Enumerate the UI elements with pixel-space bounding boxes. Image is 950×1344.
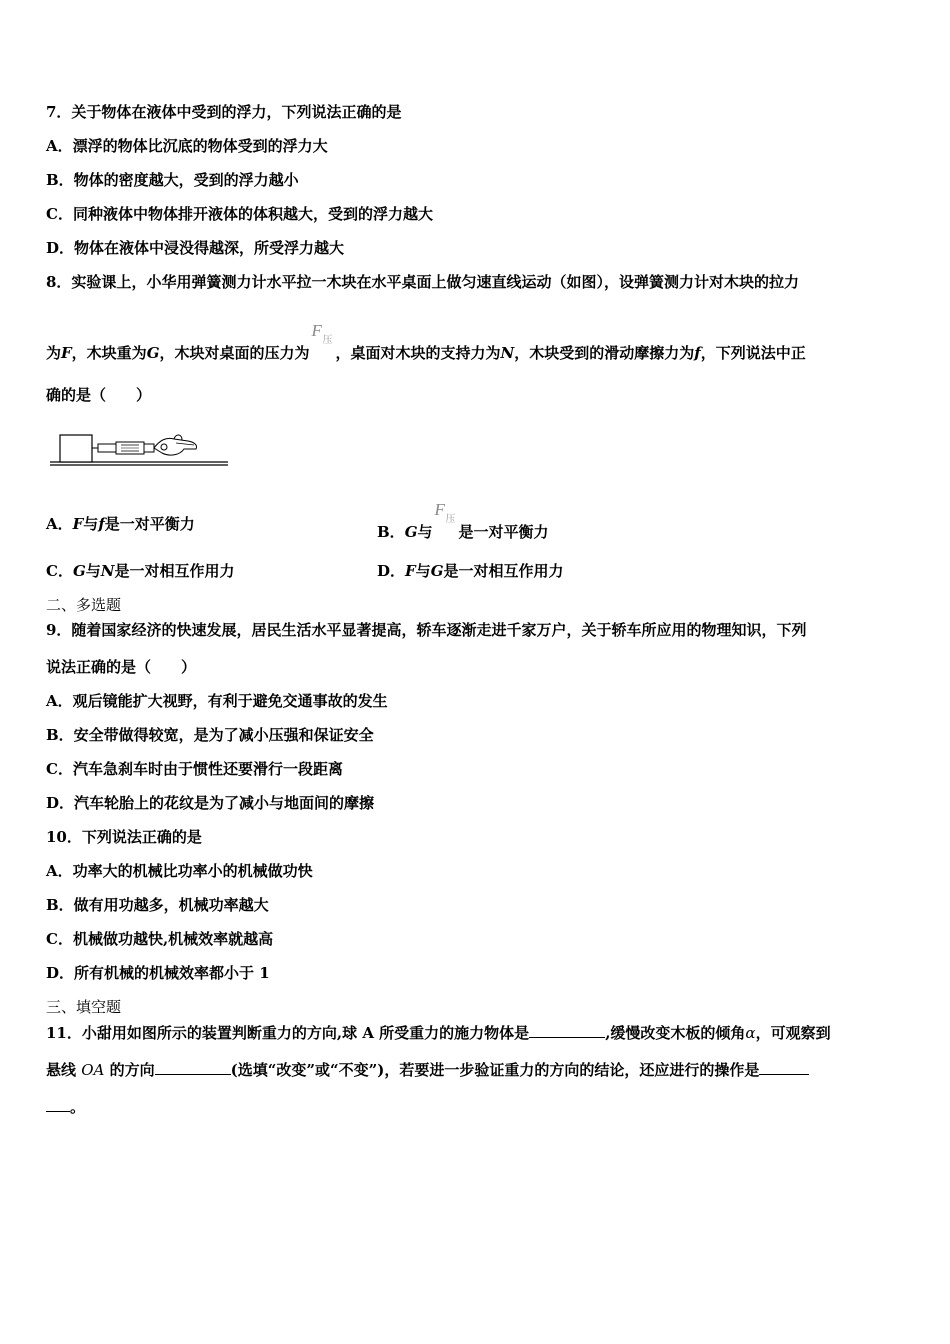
q11-text: 11．小甜用如图所示的装置判断重力的方向,球 A 所受重力的施力物体是 [46,1024,530,1042]
option-text: 是一对平衡力 [104,515,195,533]
symbol-subscript: 压 [445,514,456,525]
spring-scale-figure [48,425,233,470]
var-N: N [500,344,515,362]
q7-option-b: B．物体的密度越大，受到的浮力越小 [46,171,299,189]
symbol-subscript: 压 [322,335,333,346]
answer-blank-1[interactable] [529,1023,605,1038]
q8-option-a [46,515,195,533]
option-text: 与 [83,515,99,533]
section-heading-fill-in: 三、填空题 [46,998,122,1016]
q8-option-b [377,500,549,541]
q9-option-a: A．观后镜能扩大视野，有利于避免交通事故的发生 [46,692,388,710]
q9-stem-line1: 9．随着国家经济的快速发展，居民生活水平显著提高，轿车逐渐走进千家万户，关于轿车所应用的物理知识，下列 [46,621,807,639]
q9-option-d: D．汽车轮胎上的花纹是为了减小与地面间的摩擦 [46,794,375,812]
var-OA: OA [81,1061,105,1079]
q11-stem-line2 [46,1060,809,1079]
q11-text: 悬线 [46,1061,77,1079]
q8-stem-line1: 8．实验课上，小华用弹簧测力计水平拉一木块在水平桌面上做匀速直线运动（如图），设弹簧测力计对木块的拉力 [46,273,799,291]
option-label: A． [46,515,73,533]
q10-option-c: C．机械做功越快,机械效率就越高 [46,930,274,948]
q8-text: ，木块重为 [71,344,147,362]
q8-text: ，木块受到的滑动摩擦力为 [514,344,695,362]
pressure-force-symbol [433,500,459,537]
q8-text: 为 [46,344,62,362]
option-text: 与 [417,523,433,541]
q8-stem-line2 [46,321,806,362]
var-N: N [100,562,115,580]
answer-blank-2[interactable] [155,1060,231,1075]
var-F: F [72,515,84,533]
q7-option-d: D．物体在液体中浸没得越深，所受浮力越大 [46,239,345,257]
q11-stem-line1 [46,1023,831,1042]
option-text: 是一对相互作用力 [443,562,564,580]
q7-option-c: C．同种液体中物体排开液体的体积越大，受到的浮力越大 [46,205,433,223]
q10-option-d: D．所有机械的机械效率都小于 1 [46,964,270,982]
q9-option-b: B．安全带做得较宽，是为了减小压强和保证安全 [46,726,374,744]
section-heading-multiple-choice: 二、多选题 [46,596,122,614]
q8-text: ，桌面对木块的支持力为 [335,344,501,362]
var-f: f [694,344,701,362]
q8-stem-line3: 确的是（ ） [46,386,152,404]
q11-text: (选填“改变”或“不变”)，若要进一步验证重力的方向的结论，还应进行的操作是 [230,1061,760,1079]
q8-text: ，下列说法中正 [700,344,806,362]
symbol-F: F [311,321,322,340]
q11-text: ,缓慢改变木板的倾角 [605,1024,746,1042]
q8-option-d [377,562,564,580]
pressure-force-symbol [310,321,336,358]
answer-blank-3[interactable] [759,1060,809,1075]
option-label: C． [46,562,73,580]
answer-blank-3-continued[interactable] [46,1097,70,1112]
var-G: G [146,344,160,362]
scale-handle [144,444,154,452]
var-G: G [404,523,418,541]
option-text: 是一对相互作用力 [114,562,235,580]
symbol-F: F [434,500,445,519]
scale-hook-end [98,444,116,452]
q11-text: ，可观察到 [755,1024,831,1042]
q8-text: ，木块对桌面的压力为 [159,344,310,362]
option-label: B． [377,523,405,541]
var-F: F [405,562,416,580]
q9-stem-line2: 说法正确的是（ ） [46,658,197,676]
var-F: F [61,344,72,362]
var-f: f [98,515,105,533]
q7-stem: 7．关于物体在液体中受到的浮力，下列说法正确的是 [46,103,402,121]
q10-stem: 10．下列说法正确的是 [46,828,202,846]
q11-stem-line3 [46,1097,85,1116]
q11-text: 的方向 [104,1061,155,1079]
q9-option-c: C．汽车急刹车时由于惯性还要滑行一段距离 [46,760,343,778]
var-G: G [72,562,86,580]
q10-option-b: B．做有用功越多，机械功率越大 [46,896,269,914]
q11-text: 。 [70,1098,86,1116]
option-text: 与 [415,562,431,580]
q7-option-a: A．漂浮的物体比沉底的物体受到的浮力大 [46,137,328,155]
var-alpha: α [745,1024,756,1042]
q8-option-c [46,562,235,580]
var-G: G [430,562,444,580]
wooden-block [60,435,92,462]
q10-option-a: A．功率大的机械比功率小的机械做功快 [46,862,313,880]
option-label: D． [377,562,406,580]
option-text: 与 [85,562,101,580]
option-text: 是一对平衡力 [458,523,549,541]
hand-icon [154,438,197,455]
